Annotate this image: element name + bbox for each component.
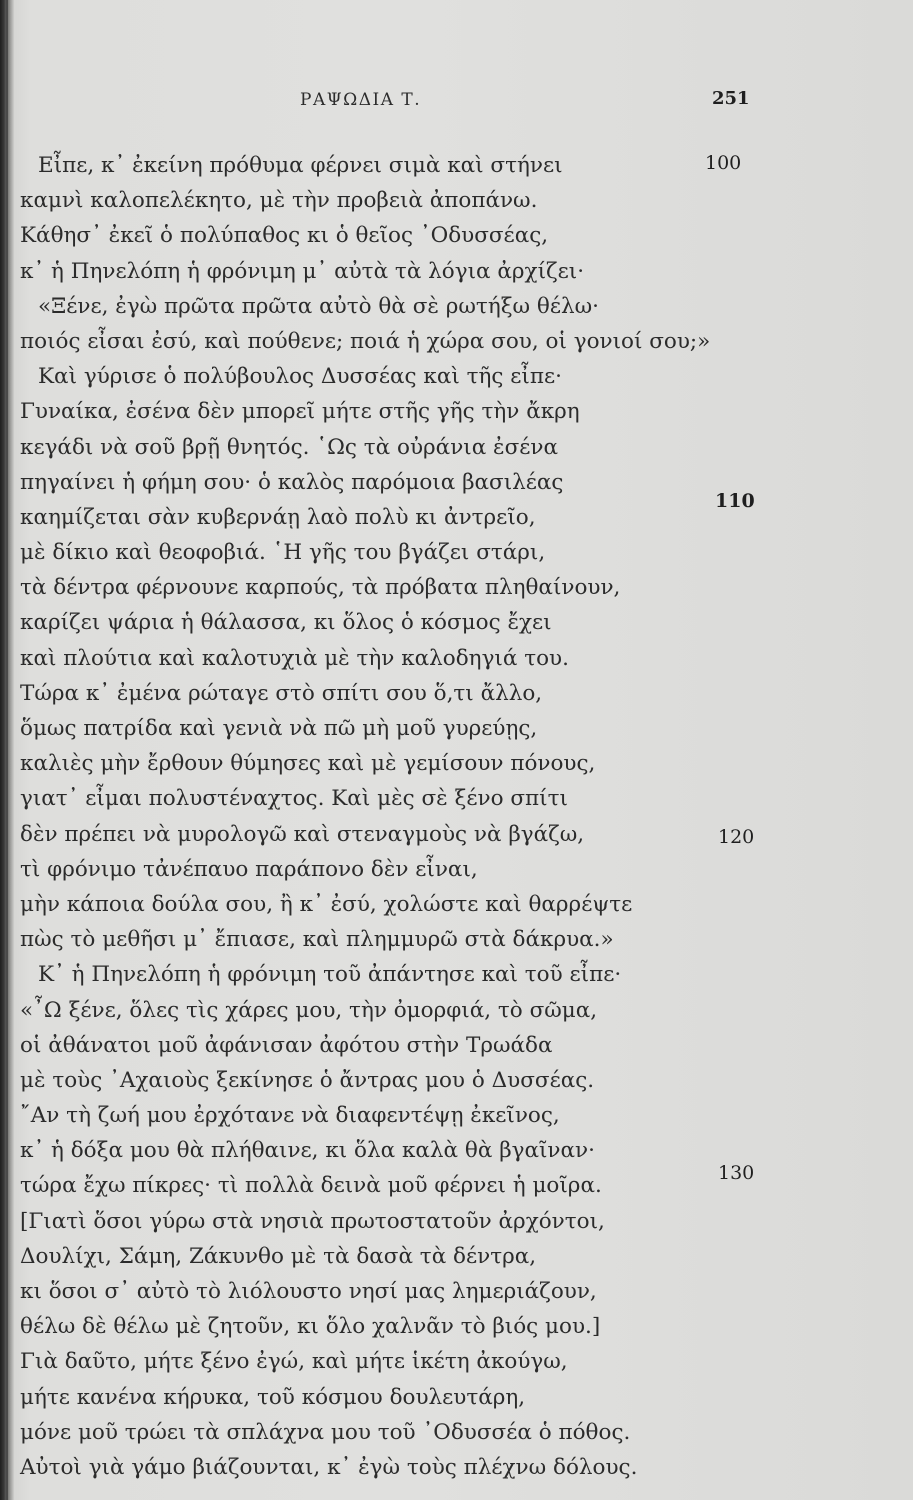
verse-line: πὼς τὸ μεθῆσι μ᾽ ἔπιασε, καὶ πλημμυρῶ στὰ δάκρυα.»: [20, 927, 614, 953]
book-binding-edge: [0, 0, 14, 1500]
verse-text: [14, 150, 711, 1487]
verse-line: Εἶπε, κ᾽ ἐκείνη πρόθυμα φέρνει σιμὰ καὶ στήνει: [38, 153, 563, 178]
verse-line: κ᾽ ἡ Πηνελόπη ἡ φρόνιμη μ᾽ αὐτὰ τὰ λόγια ἀρχίζει·: [20, 258, 585, 284]
verse-line: ῎Αν τὴ ζωή μου ἐρχότανε νὰ διαφεντέψῃ ἐκεῖνος,: [20, 1103, 560, 1129]
verse-line: Κάθησ᾽ ἐκεῖ ὁ πολύπαθος κι ὁ θεῖος ᾽Οδυσσέας,: [20, 223, 549, 249]
verse-line: καρίζει ψάρια ἡ θάλασσα, κι ὅλος ὁ κόσμος ἔχει: [20, 610, 552, 636]
verse-line: κεγάδι νὰ σοῦ βρῇ θνητός. ῾Ως τὰ οὐράνια ἐσένα: [20, 434, 558, 460]
verse-line: γιατ᾽ εἶμαι πολυστέναχτος. Καὶ μὲς σὲ ξένο σπίτι: [20, 786, 568, 812]
verse-line: τὶ φρόνιμο τἀνέπαυο παράπονο δὲν εἶναι,: [20, 856, 478, 882]
verse-line: μὲ τοὺς ᾽Αχαιοὺς ξεκίνησε ὁ ἄντρας μου ὁ Δυσσέας.: [20, 1067, 595, 1093]
verse-line: πηγαίνει ἡ φήμη σου· ὁ καλὸς παρόμοια βασιλέας: [20, 469, 564, 495]
verse-line: Αὐτοὶ γιὰ γάμο βιάζουνται, κ᾽ ἐγὼ τοὺς πλέχνω δόλους.: [20, 1454, 638, 1480]
verse-line: «Ξένε, ἐγὼ πρῶτα πρῶτα αὐτὸ θὰ σὲ ρωτήξω θέλω·: [38, 293, 599, 319]
line-number: 120: [718, 826, 755, 848]
verse-line: οἱ ἀθάνατοι μοῦ ἀφάνισαν ἀφότου στὴν Τρωάδα: [20, 1032, 553, 1058]
verse-line: τὰ δέντρα φέρνουνε καρπούς, τὰ πρόβατα πληθαίνουν,: [20, 575, 621, 601]
verse-line: ποιός εἶσαι ἐσύ, καὶ πούθενε; ποιά ἡ χώρα σου, οἱ γονιοί σου;»: [20, 328, 711, 354]
verse-line: καμνὶ καλοπελέκητο, μὲ τὴν προβειὰ ἀποπάνω.: [20, 188, 538, 214]
verse-line: [Γιατὶ ὅσοι γύρω στὰ νησιὰ πρωτοστατοῦν ἀρχόντοι,: [20, 1208, 605, 1234]
running-title: ΡΑΨΩΔΙΑ Τ.: [300, 90, 422, 110]
verse-line: κι ὅσοι σ᾽ αὐτὸ τὸ λιόλουστο νησί μας λημεριάζουν,: [20, 1279, 597, 1304]
verse-line: καλιὲς μὴν ἔρθουν θύμησες καὶ μὲ γεμίσουν πόνους,: [20, 751, 596, 777]
verse-line: κ᾽ ἡ δόξα μου θὰ πλήθαινε, κι ὅλα καλὰ θὰ βγαῖναν·: [20, 1138, 595, 1164]
verse-line: δὲν πρέπει νὰ μυρολογῶ καὶ στεναγμοὺς νὰ βγάζω,: [20, 821, 585, 847]
verse-line: Κ᾽ ἡ Πηνελόπη ἡ φρόνιμη τοῦ ἀπάντησε καὶ τοῦ εἶπε·: [38, 962, 622, 988]
line-number: 130: [718, 1162, 755, 1184]
verse-line: θέλω δὲ θέλω μὲ ζητοῦν, κι ὅλο χαλνᾶν τὸ βιός μου.]: [20, 1314, 601, 1340]
verse-line: Καὶ γύρισε ὁ πολύβουλος Δυσσέας καὶ τῆς εἶπε·: [38, 364, 562, 390]
verse-line: μὲ δίκιο καὶ θεοφοβιά. ῾Η γῆς του βγάζει στάρι,: [20, 540, 546, 566]
verse-line: Τώρα κ᾽ ἐμένα ρώταγε στὸ σπίτι σου ὅ,τι ἄλλο,: [20, 680, 543, 706]
verse-line: μόνε μοῦ τρώει τὰ σπλάχνα μου τοῦ ᾽Οδυσσέα ὁ πόθος.: [20, 1419, 631, 1445]
line-number: 100: [705, 152, 742, 174]
verse-line: Δουλίχι, Σάμη, Ζάκυνθο μὲ τὰ δασὰ τὰ δέντρα,: [20, 1243, 537, 1269]
verse-line: ὅμως πατρίδα καὶ γενιὰ νὰ πῶ μὴ μοῦ γυρεύῃς,: [20, 716, 538, 741]
verse-line: μὴν κάποια δούλα σου, ἢ κ᾽ ἐσύ, χολώστε καὶ θαρρέψτε: [20, 891, 633, 917]
verse-line: Γυναίκα, ἐσένα δὲν μπορεῖ μήτε στῆς γῆς τὴν ἄκρη: [20, 399, 580, 425]
verse-line: Γιὰ δαῦτο, μήτε ξένο ἐγώ, καὶ μήτε ἱκέτη ἀκούγω,: [20, 1349, 568, 1375]
line-number: 110: [715, 490, 755, 512]
verse-line: καημίζεται σὰν κυβερνάῃ λαὸ πολὺ κι ἀντρεῖο,: [20, 504, 536, 530]
verse-line: καὶ πλούτια καὶ καλοτυχιὰ μὲ τὴν καλοδηγιά του.: [20, 645, 569, 671]
verse-line: μήτε κανένα κήρυκα, τοῦ κόσμου δουλευτάρη,: [20, 1384, 526, 1410]
page-number: 251: [712, 88, 750, 109]
verse-line: «῏Ω ξένε, ὅλες τὶς χάρες μου, τὴν ὀμορφιά, τὸ σῶμα,: [20, 997, 598, 1023]
verse-line: τώρα ἔχω πίκρες· τὶ πολλὰ δεινὰ μοῦ φέρνει ἡ μοῖρα.: [20, 1173, 602, 1199]
